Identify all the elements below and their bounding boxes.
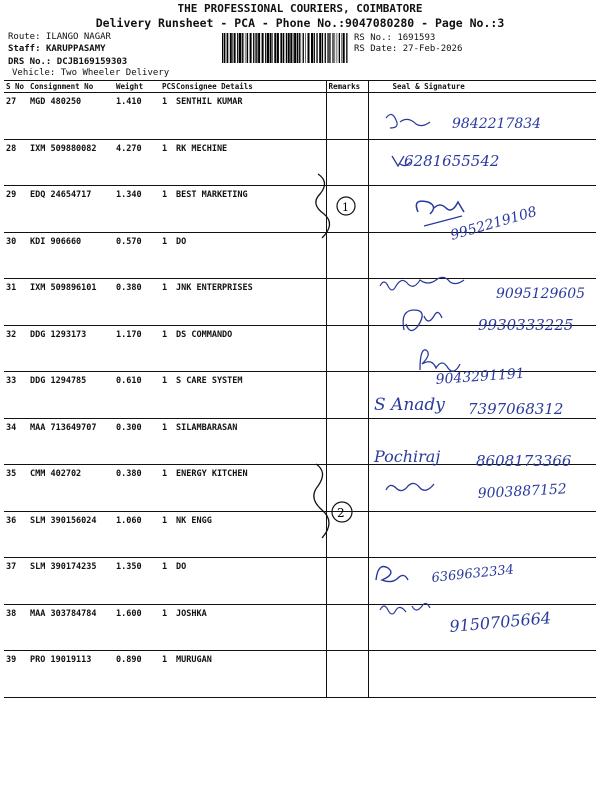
cell-pcs: 1 [160, 93, 174, 140]
barcode-image [222, 33, 350, 63]
cell-consignment-no: IXM 509896101 [28, 279, 114, 326]
barcode-bar [246, 33, 247, 63]
cell-sno: 36 [4, 511, 28, 558]
barcode-bar [346, 33, 347, 63]
cell-sno: 39 [4, 651, 28, 698]
col-consignment: Consignment No [28, 81, 114, 93]
cell-consignment-no: SLM 390156024 [28, 511, 114, 558]
cell-sno: 35 [4, 465, 28, 512]
table-header-row [4, 81, 596, 93]
cell-weight: 0.610 [114, 372, 160, 419]
cell-weight: 0.570 [114, 232, 160, 279]
barcode-bar [339, 33, 340, 63]
barcode-bar [242, 33, 243, 63]
route-text: Route: ILANGO NAGAR [8, 32, 111, 42]
barcode-bar [265, 33, 266, 63]
cell-consignee: ENERGY KITCHEN [174, 465, 326, 512]
barcode-bar [335, 33, 336, 63]
handwritten-phone: 8608173366 [476, 452, 572, 470]
cell-seal-signature [368, 651, 596, 698]
cell-consignee: JOSHKA [174, 604, 326, 651]
table-row [4, 604, 596, 651]
cell-sno: 30 [4, 232, 28, 279]
cell-seal-signature [368, 558, 596, 605]
col-seal: Seal & Signature [368, 81, 596, 93]
cell-consignee: NK ENGG [174, 511, 326, 558]
barcode-bar [239, 33, 241, 63]
cell-remarks [326, 511, 368, 558]
table-row [4, 279, 596, 326]
barcode-bar [226, 33, 227, 63]
barcode-bar [342, 33, 343, 63]
barcode-bar [311, 33, 313, 63]
cell-remarks [326, 372, 368, 419]
barcode-bar [234, 33, 236, 63]
barcode-bar [332, 33, 333, 63]
barcode-bar [237, 33, 238, 63]
group-mark-number: 1 [342, 201, 349, 214]
cell-consignment-no: IXM 509880082 [28, 139, 114, 186]
col-remarks: Remarks [326, 81, 368, 93]
barcode-bar [222, 33, 223, 63]
cell-remarks [326, 651, 368, 698]
barcode-bar [299, 33, 300, 63]
cell-weight: 0.890 [114, 651, 160, 698]
cell-remarks [326, 558, 368, 605]
barcode-bar [280, 33, 282, 63]
cell-weight: 1.600 [114, 604, 160, 651]
cell-sno: 33 [4, 372, 28, 419]
col-consignee: Consignee Details [174, 81, 326, 93]
cell-pcs: 1 [160, 279, 174, 326]
cell-consignee: SILAMBARASAN [174, 418, 326, 465]
cell-sno: 31 [4, 279, 28, 326]
barcode-bar [232, 33, 233, 63]
cell-pcs: 1 [160, 418, 174, 465]
table-row [4, 651, 596, 698]
cell-seal-signature [368, 465, 596, 512]
cell-remarks [326, 465, 368, 512]
table-row [4, 418, 596, 465]
cell-weight: 1.060 [114, 511, 160, 558]
cell-seal-signature [368, 604, 596, 651]
cell-consignment-no: KDI 906660 [28, 232, 114, 279]
cell-seal-signature [368, 93, 596, 140]
barcode-bar [277, 33, 279, 63]
barcode-bar [283, 33, 284, 63]
col-sno: S No [4, 81, 28, 93]
cell-weight: 0.380 [114, 465, 160, 512]
barcode-bar [293, 33, 294, 63]
table-row [4, 511, 596, 558]
handwritten-phone: 9842217834 [452, 116, 542, 132]
barcode-bar [244, 33, 245, 63]
cell-weight: 4.270 [114, 139, 160, 186]
cell-remarks [326, 418, 368, 465]
cell-consignment-no: MAA 303784784 [28, 604, 114, 651]
handwritten-name: Pochiraj [374, 447, 441, 466]
cell-sno: 38 [4, 604, 28, 651]
table-row [4, 139, 596, 186]
barcode-bar [290, 33, 292, 63]
vehicle-text: Vehicle: Two Wheeler Delivery [12, 68, 170, 78]
barcode-bar [256, 33, 257, 63]
cell-pcs: 1 [160, 139, 174, 186]
cell-consignment-no: MAA 713649707 [28, 418, 114, 465]
cell-consignee: SENTHIL KUMAR [174, 93, 326, 140]
barcode-bar [272, 33, 273, 63]
handwritten-phone: 9043291191 [435, 365, 526, 388]
handwritten-phone: 9003887152 [477, 481, 568, 502]
barcode-bar [301, 33, 302, 63]
handwritten-phone: 9930333225 [478, 316, 574, 334]
barcode-bar [325, 33, 326, 63]
barcode-bar [255, 33, 256, 63]
barcode-bar [305, 33, 306, 63]
cell-seal-signature [368, 418, 596, 465]
barcode-bar [274, 33, 276, 63]
cell-consignee: DS COMMANDO [174, 325, 326, 372]
cell-remarks [326, 604, 368, 651]
table-row [4, 93, 596, 140]
barcode-bar [308, 33, 310, 63]
cell-pcs: 1 [160, 372, 174, 419]
barcode-bar [288, 33, 290, 63]
cell-weight: 1.410 [114, 93, 160, 140]
cell-pcs: 1 [160, 604, 174, 651]
cell-consignment-no: EDQ 24654717 [28, 186, 114, 233]
barcode-bar [230, 33, 232, 63]
cell-seal-signature [368, 325, 596, 372]
cell-consignee: DO [174, 558, 326, 605]
barcode-bar [327, 33, 328, 63]
cell-sno: 28 [4, 139, 28, 186]
cell-weight: 1.170 [114, 325, 160, 372]
cell-consignment-no: DDG 1294785 [28, 372, 114, 419]
staff-label: Staff: [8, 44, 46, 54]
barcode-bar [250, 33, 252, 63]
cell-remarks [326, 186, 368, 233]
handwritten-phone: 7397068312 [468, 400, 564, 418]
cell-pcs: 1 [160, 511, 174, 558]
barcode-bar [329, 33, 330, 63]
cell-consignee: MURUGAN [174, 651, 326, 698]
cell-seal-signature [368, 279, 596, 326]
rs-number: RS No.: 1691593 [354, 33, 436, 43]
group-mark-number: 2 [337, 506, 345, 520]
cell-pcs: 1 [160, 651, 174, 698]
staff-value: KARUPPASAMY [45, 44, 106, 54]
cell-weight: 1.340 [114, 186, 160, 233]
cell-pcs: 1 [160, 558, 174, 605]
cell-sno: 37 [4, 558, 28, 605]
cell-pcs: 1 [160, 465, 174, 512]
handwritten-phone: 9150705664 [448, 608, 552, 636]
barcode-bar [316, 33, 317, 63]
cell-consignee: DO [174, 232, 326, 279]
cell-consignment-no: MGD 480250 [28, 93, 114, 140]
cell-sno: 32 [4, 325, 28, 372]
barcode-bar [258, 33, 260, 63]
barcode-bar [343, 33, 345, 63]
cell-consignment-no: SLM 390174235 [28, 558, 114, 605]
drs-label: DRS No.: [8, 57, 57, 67]
cell-remarks [326, 232, 368, 279]
cell-weight: 0.380 [114, 279, 160, 326]
barcode-bar [247, 33, 248, 63]
barcode-bar [270, 33, 272, 63]
barcode-bar [303, 33, 304, 63]
cell-seal-signature [368, 372, 596, 419]
cell-seal-signature [368, 511, 596, 558]
rs-date: RS Date: 27-Feb-2026 [354, 44, 463, 54]
barcode-bar [337, 33, 338, 63]
cell-pcs: 1 [160, 325, 174, 372]
cell-pcs: 1 [160, 186, 174, 233]
staff-line [8, 44, 106, 54]
table-row [4, 186, 596, 233]
table-row [4, 558, 596, 605]
barcode-bar [319, 33, 321, 63]
col-weight: Weight [114, 81, 160, 93]
document-title: THE PROFESSIONAL COURIERS, COIMBATORE [177, 2, 423, 15]
barcode-bar [286, 33, 287, 63]
drs-value: DCJB169159303 [56, 57, 128, 67]
barcode-bar [267, 33, 269, 63]
handwritten-name: S Anady [374, 395, 445, 415]
barcode-bar [224, 33, 225, 63]
cell-consignee: BEST MARKETING [174, 186, 326, 233]
cell-consignee: RK MECHINE [174, 139, 326, 186]
cell-seal-signature [368, 186, 596, 233]
handwritten-phone: 9095129605 [496, 286, 586, 302]
col-pcs: PCS [162, 82, 176, 91]
cell-sno: 29 [4, 186, 28, 233]
cell-remarks [326, 93, 368, 140]
barcode-bar [297, 33, 298, 63]
cell-seal-signature [368, 139, 596, 186]
cell-consignee: S CARE SYSTEM [174, 372, 326, 419]
barcode-bar [314, 33, 315, 63]
cell-sno: 34 [4, 418, 28, 465]
cell-pcs: 1 [160, 232, 174, 279]
barcode-bar [227, 33, 228, 63]
cell-weight: 0.300 [114, 418, 160, 465]
handwritten-phone: 6369632334 [430, 562, 515, 586]
barcode-bar [333, 33, 334, 63]
barcode-bar [322, 33, 323, 63]
handwritten-phone: 9952219108 [448, 203, 539, 244]
cell-remarks [326, 325, 368, 372]
cell-sno: 27 [4, 93, 28, 140]
cell-consignment-no: PRO 19019113 [28, 651, 114, 698]
table-row [4, 372, 596, 419]
drs-line [8, 57, 127, 67]
table-row [4, 465, 596, 512]
barcode-bar [253, 33, 254, 63]
table-row [4, 232, 596, 279]
cell-remarks [326, 279, 368, 326]
cell-seal-signature [368, 232, 596, 279]
cell-consignee: JNK ENTERPRISES [174, 279, 326, 326]
cell-remarks [326, 139, 368, 186]
handwritten-phone: 6281655542 [404, 152, 500, 170]
barcode-bar [262, 33, 264, 63]
cell-consignment-no: CMM 402702 [28, 465, 114, 512]
barcode-bar [294, 33, 296, 63]
document-subtitle: Delivery Runsheet - PCA - Phone No.:9047080280 - Page No.:3 [95, 16, 505, 30]
table-row [4, 325, 596, 372]
cell-weight: 1.350 [114, 558, 160, 605]
cell-consignment-no: DDG 1293173 [28, 325, 114, 372]
runsheet-table [4, 80, 596, 698]
